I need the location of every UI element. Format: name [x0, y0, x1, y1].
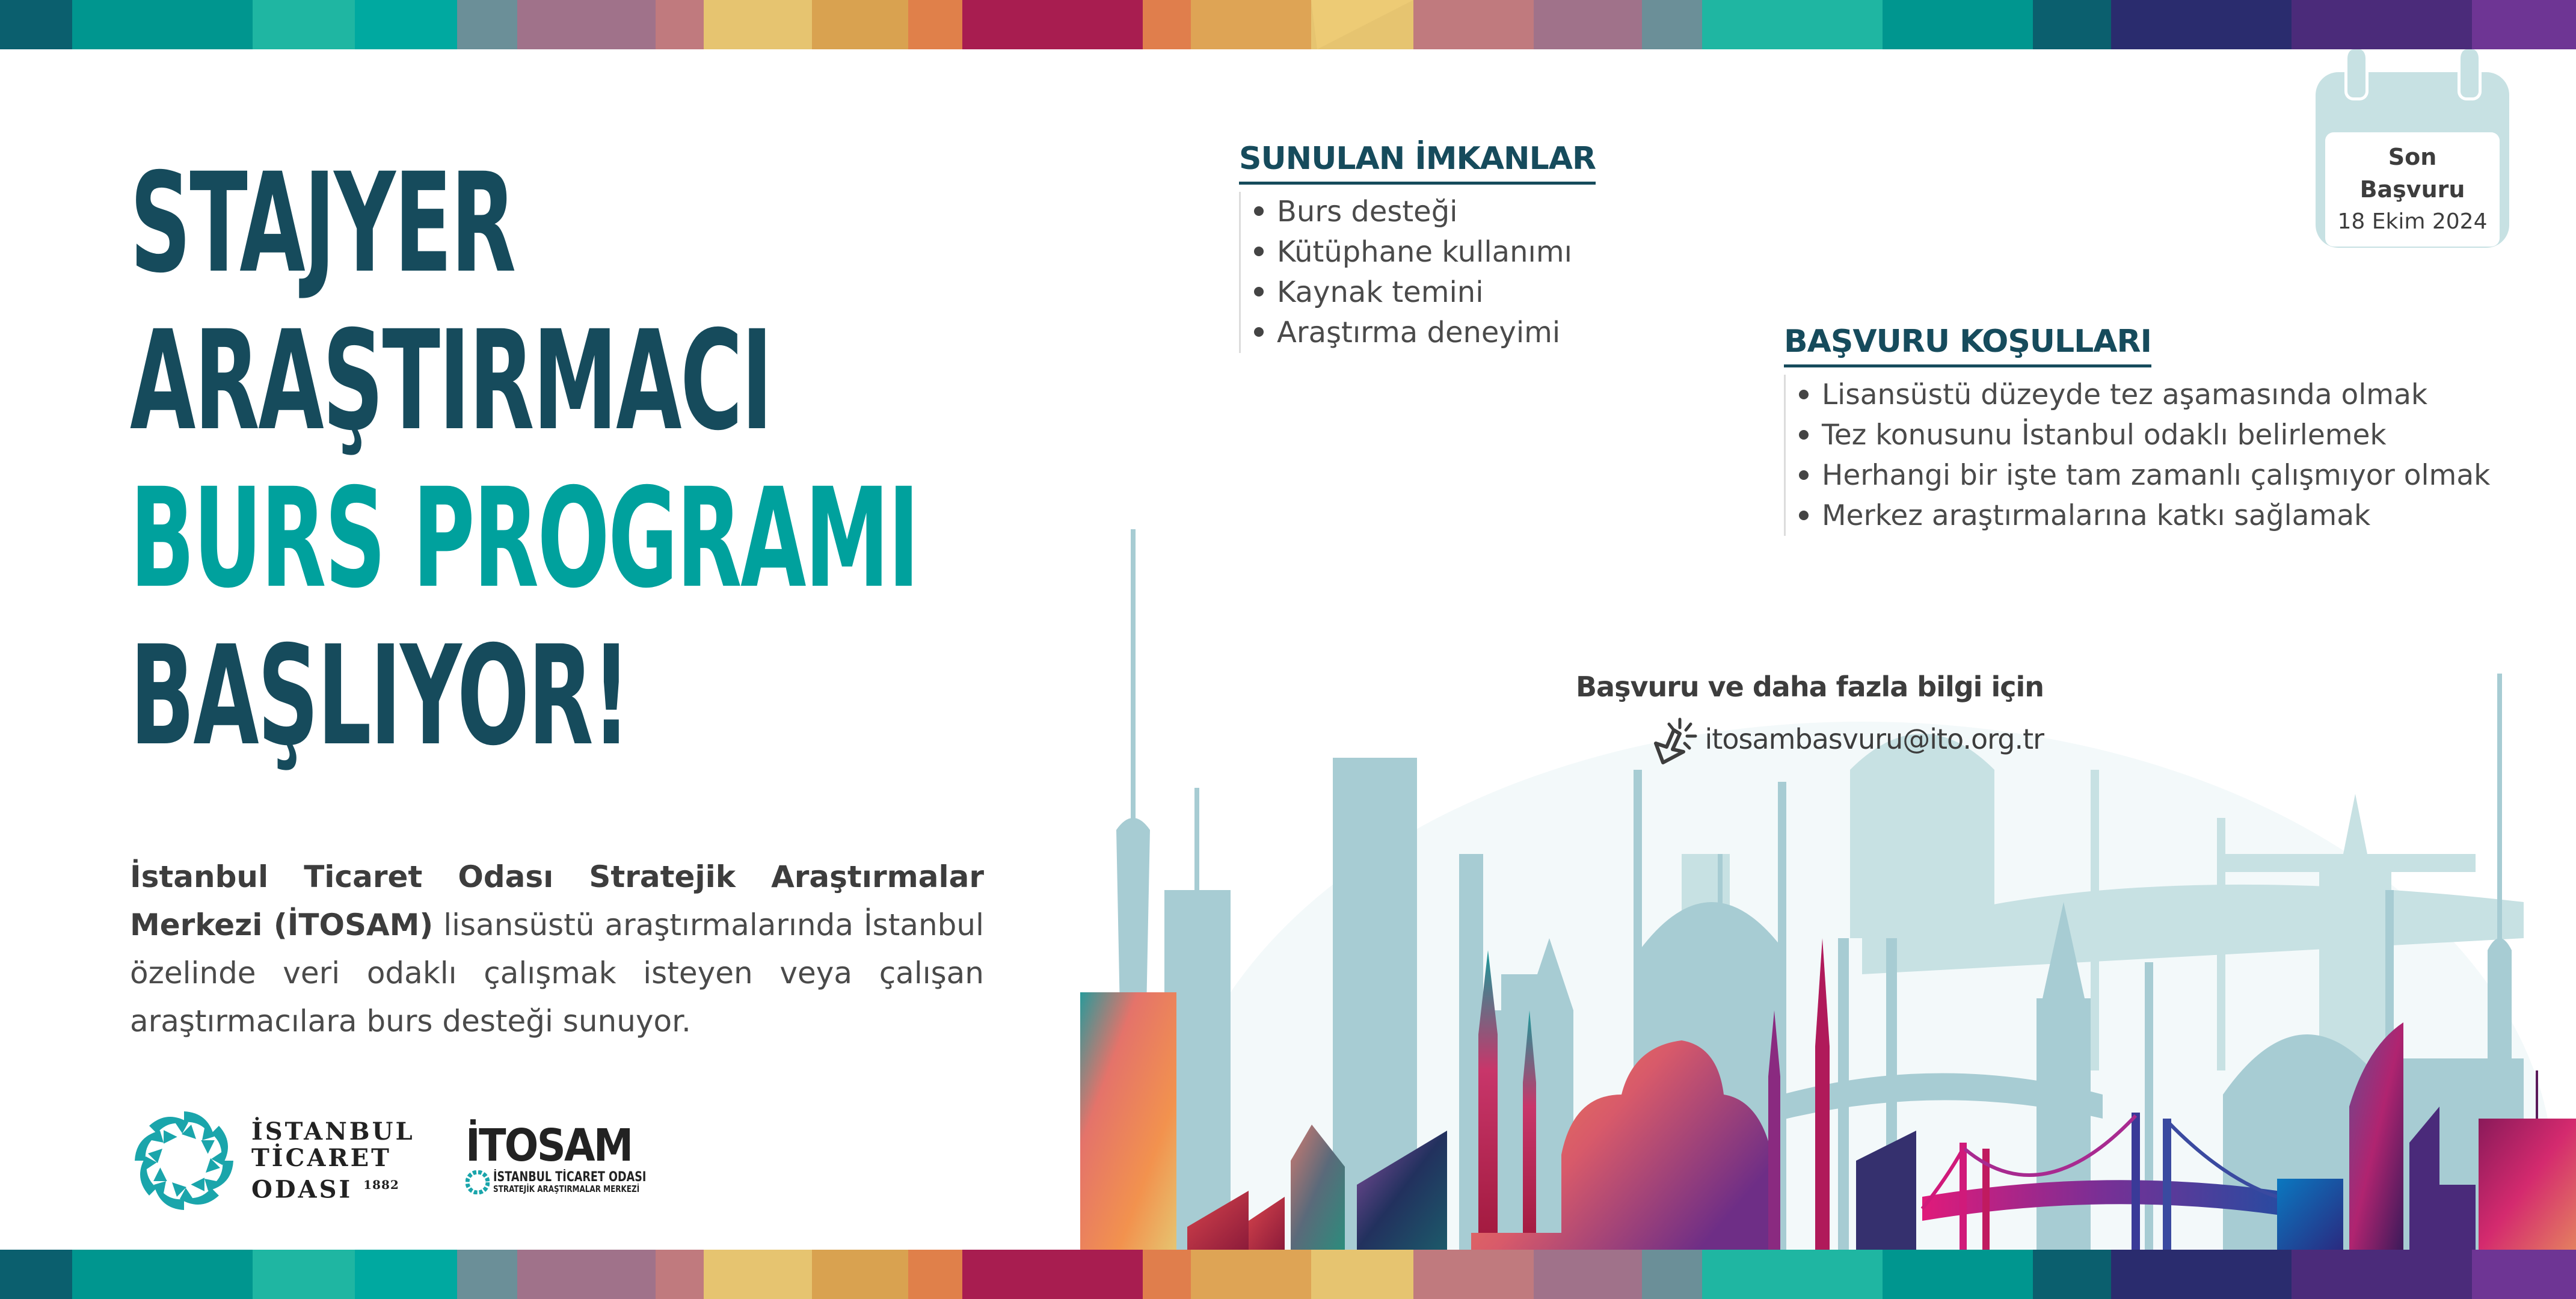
- ito-founding-year: 1882: [363, 1177, 399, 1192]
- deadline-date: 18 Ekim 2024: [2337, 209, 2488, 234]
- deadline-calendar: [2316, 49, 2509, 248]
- list-item: [1254, 192, 1596, 232]
- itosam-subtitle-line-1: İSTANBUL TİCARET ODASI: [493, 1170, 647, 1185]
- list-item: [1799, 375, 2490, 415]
- list-item-text: Kaynak temini: [1277, 275, 1484, 309]
- list-item: [1799, 455, 2490, 496]
- list-item-text: Herhangi bir işte tam zamanlı çalışmıyor olmak: [1822, 459, 2491, 492]
- list-item-text: Merkez araştırmalarına katkı sağlamak: [1822, 499, 2371, 532]
- decorative-top-band: [0, 0, 2576, 49]
- headline-line-3: BURS PROGRAMI: [130, 458, 918, 618]
- decorative-bottom-band: [0, 1250, 2576, 1299]
- ito-emblem-small-icon: [466, 1170, 490, 1194]
- ito-wordmark-line-2: TİCARET: [251, 1143, 392, 1172]
- list-item-text: Araştırma deneyimi: [1277, 316, 1561, 349]
- headline-line-2: ARAŞTIRMACI: [130, 301, 772, 461]
- offerings-section: [1239, 140, 1596, 353]
- calendar-ring-icon: [2458, 49, 2482, 100]
- intro-paragraph: [130, 853, 984, 1045]
- offerings-list: [1239, 192, 1596, 353]
- contact-email-row: [1576, 707, 2044, 770]
- requirements-title: BAŞVURU KOŞULLARI: [1784, 322, 2151, 367]
- offerings-title: SUNULAN İMKANLAR: [1239, 140, 1596, 185]
- itosam-subtitle-line-2: STRATEJİK ARAŞTIRMALAR MERKEZİ: [493, 1184, 640, 1194]
- bullet-icon: [1799, 470, 1809, 480]
- contact-label: Başvuru ve daha fazla bilgi için: [1576, 671, 2044, 703]
- itosam-logo: [466, 1120, 684, 1194]
- ito-wordmark-line-3: ODASI: [251, 1175, 353, 1204]
- list-item-text: Burs desteği: [1277, 195, 1458, 229]
- bullet-icon: [1254, 287, 1264, 296]
- calendar-page: [2325, 132, 2500, 247]
- intro-text: lisansüstü araştırmalarında İstanbul özelinde veri odaklı çalışmak isteyen veya çalışan araştırmacılara burs desteği sunuyor.: [130, 907, 984, 1039]
- contact-email-link[interactable]: itosambasvuru@ito.org.tr: [1705, 722, 2044, 755]
- headline-line-4: BAŞLIYOR!: [130, 616, 630, 776]
- headline: [130, 144, 918, 775]
- bullet-icon: [1254, 206, 1264, 216]
- itosam-subtitle: [466, 1170, 684, 1194]
- deadline-label-2: Başvuru: [2359, 176, 2465, 203]
- requirements-list: [1784, 375, 2490, 536]
- list-item: [1799, 415, 2490, 455]
- istanbul-skyline-illustration: [1080, 517, 2576, 1250]
- ito-wordmark: [251, 1119, 415, 1203]
- itosam-wordmark: İTOSAM: [466, 1120, 632, 1172]
- intro-organization: İstanbul Ticaret Odası Stratejik Araştırmalar Merkezi (İTOSAM): [130, 859, 984, 942]
- list-item: [1254, 272, 1596, 313]
- bullet-icon: [1254, 247, 1264, 256]
- list-item: [1254, 313, 1596, 353]
- list-item-text: Kütüphane kullanımı: [1277, 235, 1572, 269]
- bullet-icon: [1254, 327, 1264, 337]
- calendar-ring-icon: [2344, 49, 2369, 100]
- ito-logo: [130, 1107, 415, 1215]
- headline-line-1: STAJYER: [130, 143, 515, 303]
- calendar-icon: [2316, 72, 2509, 248]
- deadline-label-1: Son: [2388, 144, 2437, 170]
- requirements-section: [1784, 322, 2490, 536]
- list-item-text: Tez konusunu İstanbul odaklı belirlemek: [1822, 419, 2387, 452]
- cursor-click-icon: [1645, 707, 1705, 770]
- list-item-text: Lisansüstü düzeyde tez aşamasında olmak: [1822, 378, 2428, 411]
- ito-emblem-icon: [130, 1107, 238, 1215]
- bullet-icon: [1799, 390, 1809, 399]
- list-item: [1254, 232, 1596, 272]
- bullet-icon: [1799, 430, 1809, 440]
- contact-block: [1576, 669, 2044, 770]
- ito-wordmark-line-1: İSTANBUL: [251, 1117, 415, 1146]
